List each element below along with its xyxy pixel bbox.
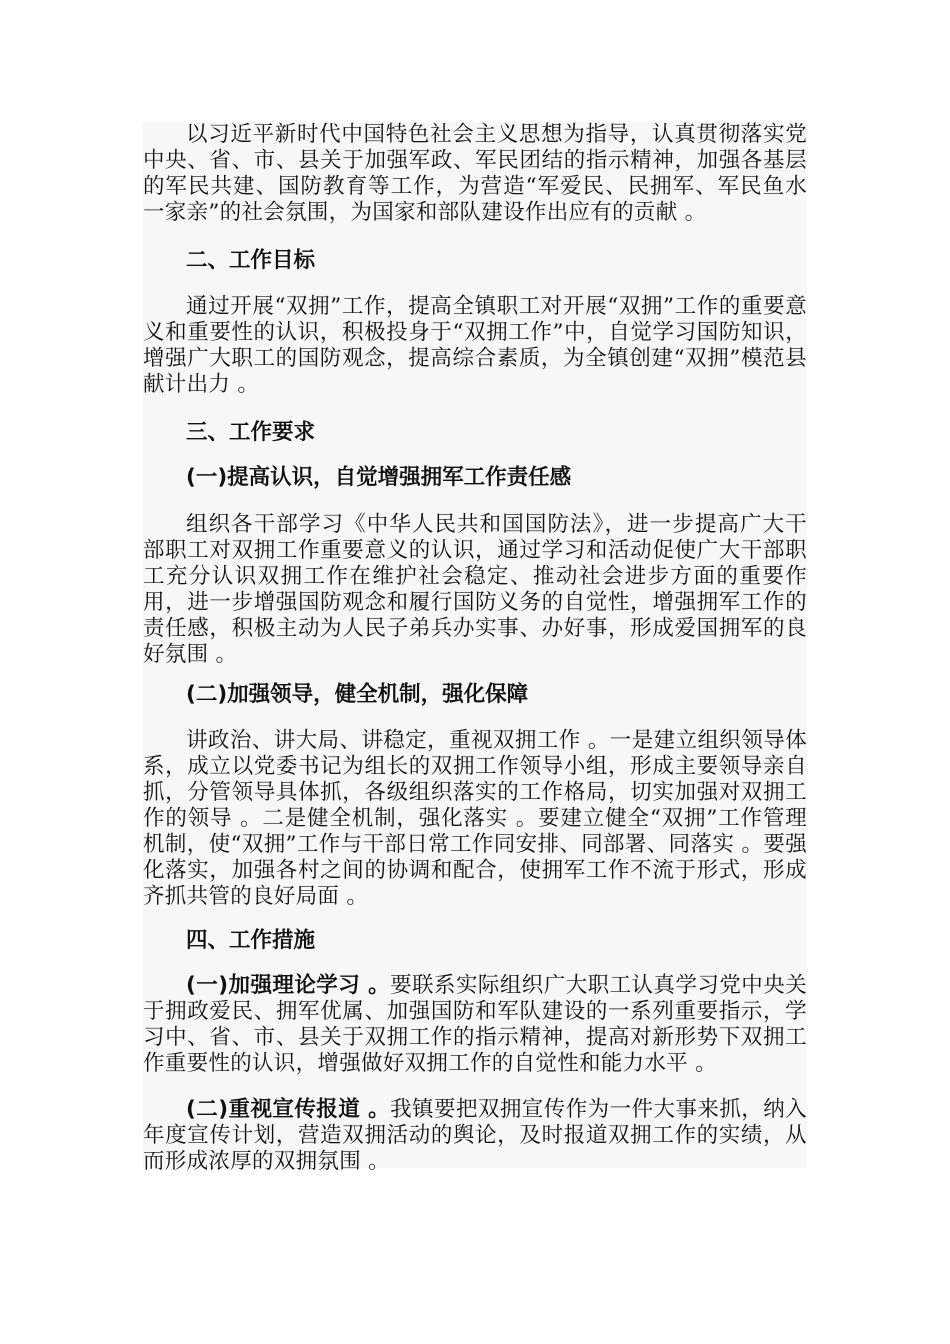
- section-4-item-1-lead: (一)加强理论学习 。: [186, 973, 391, 998]
- section-2-paragraph: 通过开展“双拥”工作，提高全镇职工对开展“双拥”工作的重要意义和重要性的认识，积极投身于“双拥工作”中，自觉学习国防知识，增强广大职工的国防观念，提高综合素质，为全镇创建“双拥”模范县献计出力 。: [143, 294, 807, 397]
- section-4-item-2-lead: (二)重视宣传报道 。: [186, 1097, 391, 1122]
- section-4-heading: 四、工作措施: [186, 928, 316, 953]
- section-4-item-1: [143, 973, 807, 1077]
- document-body: [143, 122, 807, 1174]
- section-4-item-1-text: 要联系实际组织广大职工认真学习党中央关于拥政爱民、拥军优属、加强国防和军队建设的一系列重要指示，学习中、省、市、县关于双拥工作的指示精神，提高对新形势下双拥工作重要性的认识，增强做好双拥工作的自觉性和能力水平 。: [143, 973, 807, 1076]
- section-3-heading: 三、工作要求: [186, 420, 316, 445]
- section-3-subheading-1: (一)提高认识，自觉增强拥军工作责任感: [186, 465, 572, 490]
- section-3-subheading-2: (二)加强领导，健全机制，强化保障: [186, 682, 529, 707]
- section-4-item-2: [143, 1097, 807, 1175]
- section-3-paragraph-1: 组织各干部学习《中华人民共和国国防法》，进一步提高广大干部职工对双拥工作重要意义的认识，通过学习和活动促使广大干部职工充分认识双拥工作在维护社会稳定、推动社会进步方面的重要作用，进一步增强国防观念和履行国防义务的自觉性，增强拥军工作的责任感，积极主动为人民子弟兵办实事、办好事，形成爱国拥军的良好氛围 。: [143, 512, 807, 667]
- section-3-paragraph-2: 讲政治、讲大局、讲稳定，重视双拥工作 。一是建立组织领导体系，成立以党委书记为组长的双拥工作领导小组，形成主要领导亲自抓，分管领导具体抓，各级组织落实的工作格局，切实加强对双拥工作的领导 。二是健全机制，强化落实 。要建立健全“双拥”工作管理机制，使“双拥”工作与干部日常工作同安排、同部署、同落实 。要强化落实，加强各村之间的协调和配合，使拥军工作不流于形式，形成齐抓共管的良好局面 。: [143, 728, 807, 909]
- intro-paragraph: 以习近平新时代中国特色社会主义思想为指导，认真贯彻落实党中央、省、市、县关于加强军政、军民团结的指示精神，加强各基层的军民共建、国防教育等工作，为营造“军爱民、民拥军、军民鱼水一家亲”的社会氛围，为国家和部队建设作出应有的贡献 。: [143, 122, 807, 225]
- section-4-item-2-text: 我镇要把双拥宣传作为一件大事来抓，纳入年度宣传计划，营造双拥活动的舆论，及时报道双拥工作的实绩，从而形成浓厚的双拥氛围 。: [143, 1097, 807, 1174]
- section-2-heading: 二、工作目标: [186, 248, 316, 273]
